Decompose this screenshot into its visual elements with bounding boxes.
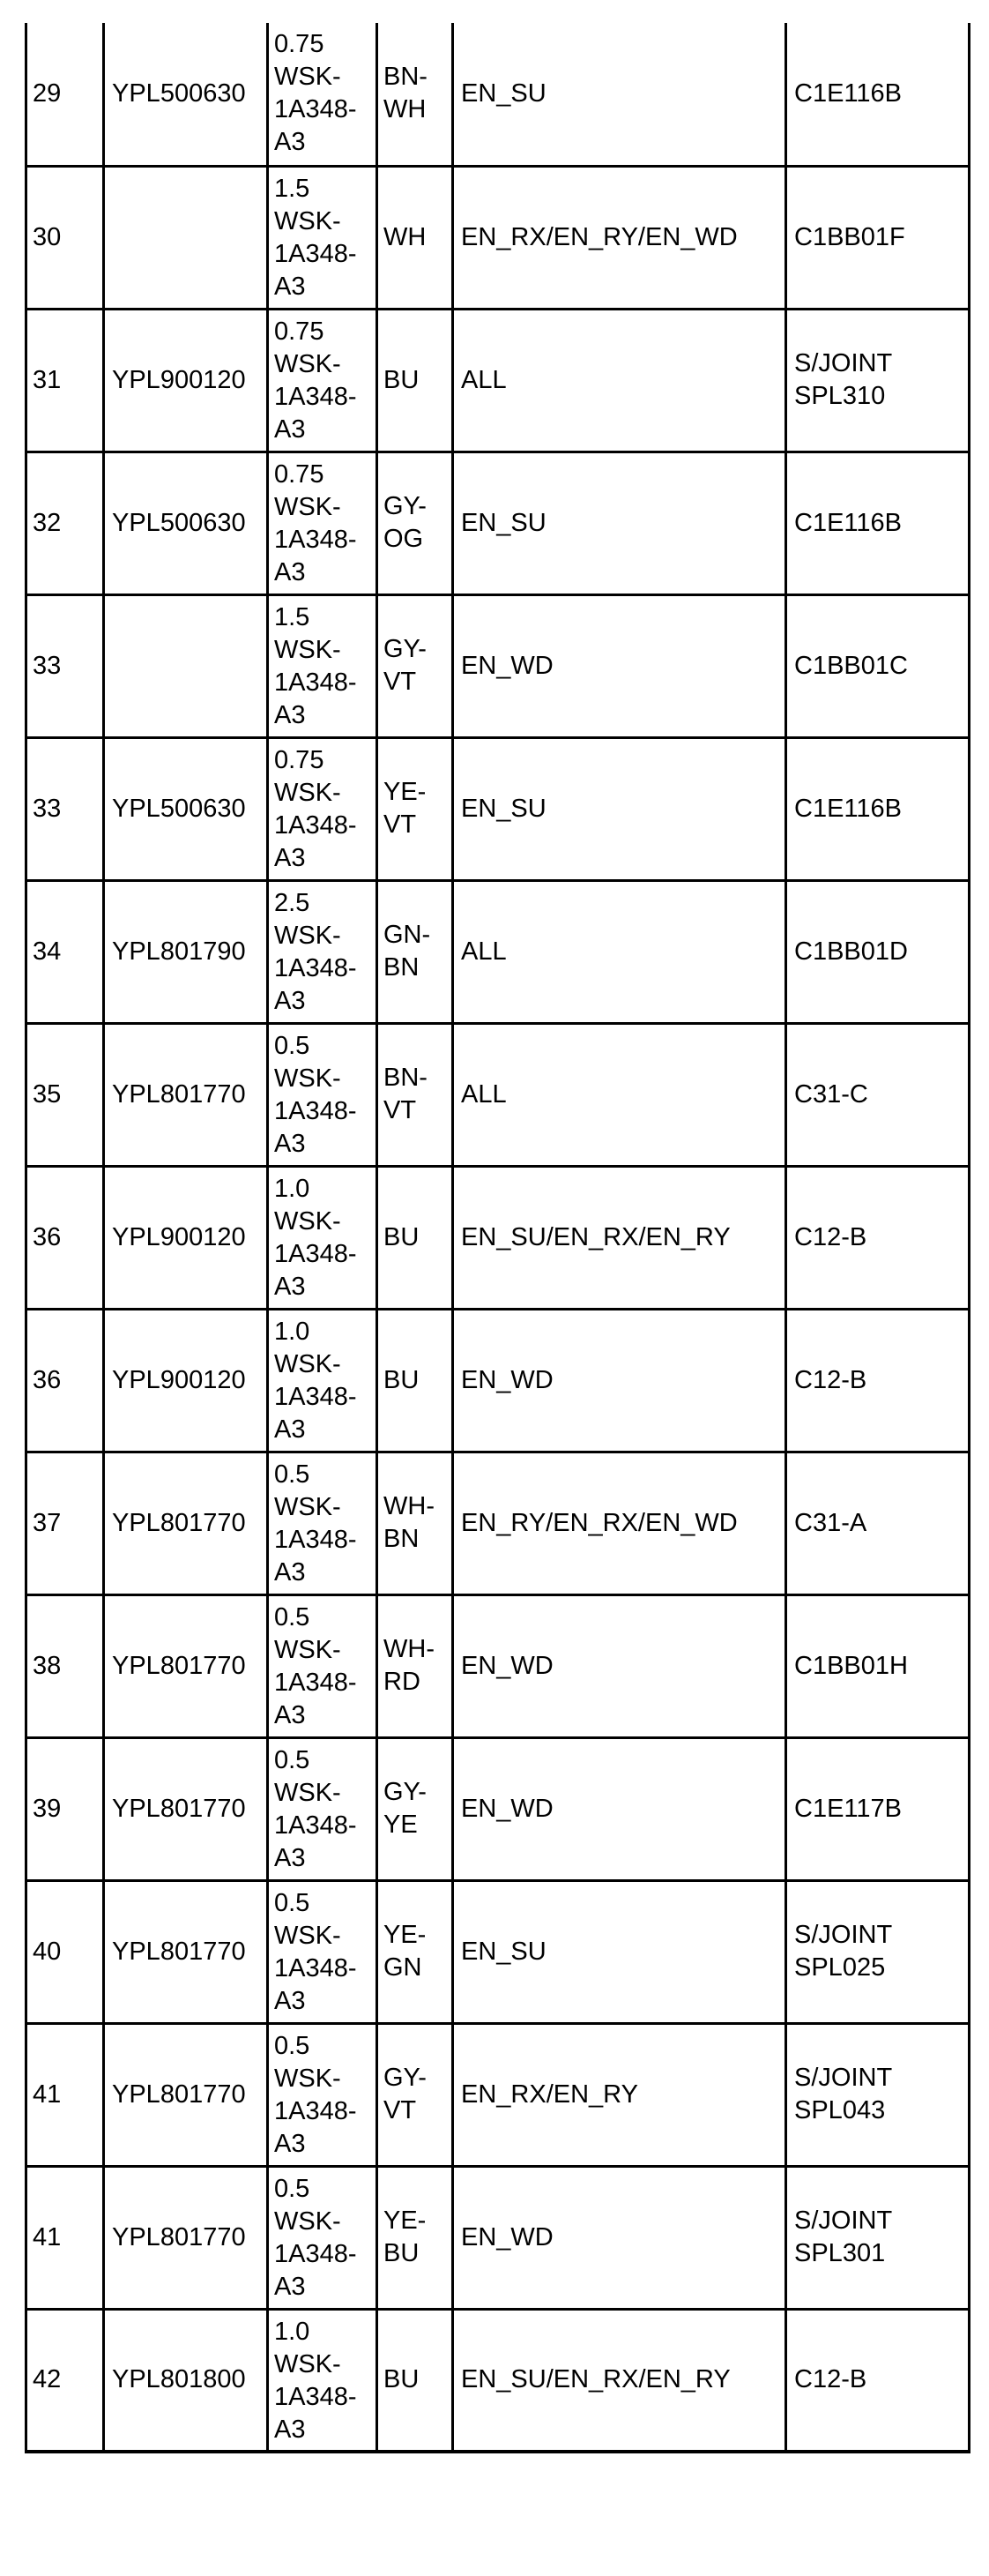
destination-cell: C12-B	[786, 2309, 970, 2452]
wire-table	[25, 23, 970, 2453]
wire-size-cell: 0.5 WSK- 1A348- A3	[268, 1737, 377, 1880]
table-row	[26, 880, 970, 1023]
table-row	[26, 1023, 970, 1166]
wire-color-cell: BU	[377, 309, 453, 452]
wire-size-cell: 0.5 WSK- 1A348- A3	[268, 2023, 377, 2166]
item-number-cell: 30	[26, 166, 104, 309]
destination-cell: C31-C	[786, 1023, 970, 1166]
wire-color-cell: BU	[377, 1309, 453, 1452]
part-number-cell	[104, 594, 268, 737]
wire-size-cell: 0.5 WSK- 1A348- A3	[268, 2166, 377, 2309]
option-code-cell: EN_RX/EN_RY/EN_WD	[453, 166, 786, 309]
item-number-cell: 33	[26, 737, 104, 880]
part-number-cell: YPL500630	[104, 452, 268, 594]
wire-size-cell: 1.0 WSK- 1A348- A3	[268, 1309, 377, 1452]
item-number-cell: 42	[26, 2309, 104, 2452]
item-number-cell: 34	[26, 880, 104, 1023]
part-number-cell: YPL900120	[104, 309, 268, 452]
item-number-cell: 37	[26, 1452, 104, 1594]
option-code-cell: EN_SU	[453, 1880, 786, 2023]
wire-color-cell: YE- VT	[377, 737, 453, 880]
destination-cell: C1BB01H	[786, 1594, 970, 1737]
option-code-cell: EN_SU/EN_RX/EN_RY	[453, 2309, 786, 2452]
item-number-cell: 41	[26, 2166, 104, 2309]
table-row	[26, 1594, 970, 1737]
option-code-cell: ALL	[453, 1023, 786, 1166]
wire-size-cell: 0.75 WSK- 1A348- A3	[268, 452, 377, 594]
item-number-cell: 38	[26, 1594, 104, 1737]
wire-size-cell: 0.75 WSK- 1A348- A3	[268, 23, 377, 166]
item-number-cell: 36	[26, 1309, 104, 1452]
part-number-cell: YPL801800	[104, 2309, 268, 2452]
destination-cell: S/JOINT SPL043	[786, 2023, 970, 2166]
wire-color-cell: YE- GN	[377, 1880, 453, 2023]
option-code-cell: EN_WD	[453, 2166, 786, 2309]
table-row	[26, 1309, 970, 1452]
destination-cell: C1BB01F	[786, 166, 970, 309]
wire-color-cell: GN- BN	[377, 880, 453, 1023]
destination-cell: C12-B	[786, 1309, 970, 1452]
wire-size-cell: 1.0 WSK- 1A348- A3	[268, 2309, 377, 2452]
table-row	[26, 1737, 970, 1880]
option-code-cell: EN_SU	[453, 23, 786, 166]
item-number-cell: 32	[26, 452, 104, 594]
table-row	[26, 1880, 970, 2023]
table-row	[26, 2023, 970, 2166]
table-row	[26, 2309, 970, 2452]
part-number-cell: YPL500630	[104, 23, 268, 166]
option-code-cell: EN_WD	[453, 594, 786, 737]
destination-cell: C1E116B	[786, 737, 970, 880]
wire-size-cell: 2.5 WSK- 1A348- A3	[268, 880, 377, 1023]
table-row	[26, 452, 970, 594]
destination-cell: C1E116B	[786, 452, 970, 594]
part-number-cell: YPL801770	[104, 1594, 268, 1737]
wire-color-cell: WH- BN	[377, 1452, 453, 1594]
wire-color-cell: WH	[377, 166, 453, 309]
wire-size-cell: 0.5 WSK- 1A348- A3	[268, 1594, 377, 1737]
item-number-cell: 31	[26, 309, 104, 452]
part-number-cell: YPL900120	[104, 1309, 268, 1452]
wire-size-cell: 1.5 WSK- 1A348- A3	[268, 594, 377, 737]
wire-color-cell: BU	[377, 2309, 453, 2452]
table-row	[26, 2166, 970, 2309]
part-number-cell: YPL801770	[104, 2166, 268, 2309]
item-number-cell: 40	[26, 1880, 104, 2023]
wire-color-cell: BN- WH	[377, 23, 453, 166]
wire-table-body	[26, 23, 970, 2452]
destination-cell: S/JOINT SPL025	[786, 1880, 970, 2023]
option-code-cell: EN_RX/EN_RY	[453, 2023, 786, 2166]
wire-color-cell: GY- VT	[377, 594, 453, 737]
wire-size-cell: 0.5 WSK- 1A348- A3	[268, 1880, 377, 2023]
part-number-cell	[104, 166, 268, 309]
part-number-cell: YPL801770	[104, 1452, 268, 1594]
wire-color-cell: WH- RD	[377, 1594, 453, 1737]
item-number-cell: 33	[26, 594, 104, 737]
table-row	[26, 23, 970, 166]
item-number-cell: 35	[26, 1023, 104, 1166]
part-number-cell: YPL801770	[104, 1737, 268, 1880]
table-row	[26, 166, 970, 309]
option-code-cell: EN_WD	[453, 1309, 786, 1452]
part-number-cell: YPL500630	[104, 737, 268, 880]
destination-cell: C12-B	[786, 1166, 970, 1309]
option-code-cell: EN_WD	[453, 1594, 786, 1737]
part-number-cell: YPL801770	[104, 2023, 268, 2166]
wire-color-cell: GY- YE	[377, 1737, 453, 1880]
item-number-cell: 39	[26, 1737, 104, 1880]
option-code-cell: ALL	[453, 880, 786, 1023]
destination-cell: C1E117B	[786, 1737, 970, 1880]
option-code-cell: EN_WD	[453, 1737, 786, 1880]
part-number-cell: YPL801770	[104, 1023, 268, 1166]
destination-cell: S/JOINT SPL310	[786, 309, 970, 452]
item-number-cell: 41	[26, 2023, 104, 2166]
wire-color-cell: BU	[377, 1166, 453, 1309]
option-code-cell: EN_RY/EN_RX/EN_WD	[453, 1452, 786, 1594]
destination-cell: C1BB01C	[786, 594, 970, 737]
table-row	[26, 594, 970, 737]
part-number-cell: YPL801770	[104, 1880, 268, 2023]
destination-cell: C31-A	[786, 1452, 970, 1594]
wire-size-cell: 0.5 WSK- 1A348- A3	[268, 1452, 377, 1594]
wire-size-cell: 0.5 WSK- 1A348- A3	[268, 1023, 377, 1166]
table-row	[26, 1166, 970, 1309]
destination-cell: C1BB01D	[786, 880, 970, 1023]
table-row	[26, 1452, 970, 1594]
wire-color-cell: YE- BU	[377, 2166, 453, 2309]
option-code-cell: ALL	[453, 309, 786, 452]
destination-cell: C1E116B	[786, 23, 970, 166]
part-number-cell: YPL900120	[104, 1166, 268, 1309]
option-code-cell: EN_SU	[453, 452, 786, 594]
item-number-cell: 29	[26, 23, 104, 166]
part-number-cell: YPL801790	[104, 880, 268, 1023]
wire-size-cell: 1.5 WSK- 1A348- A3	[268, 166, 377, 309]
option-code-cell: EN_SU	[453, 737, 786, 880]
wire-color-cell: GY- OG	[377, 452, 453, 594]
option-code-cell: EN_SU/EN_RX/EN_RY	[453, 1166, 786, 1309]
wire-color-cell: GY- VT	[377, 2023, 453, 2166]
table-row	[26, 309, 970, 452]
destination-cell: S/JOINT SPL301	[786, 2166, 970, 2309]
wire-size-cell: 0.75 WSK- 1A348- A3	[268, 737, 377, 880]
wire-size-cell: 0.75 WSK- 1A348- A3	[268, 309, 377, 452]
item-number-cell: 36	[26, 1166, 104, 1309]
table-row	[26, 737, 970, 880]
wire-size-cell: 1.0 WSK- 1A348- A3	[268, 1166, 377, 1309]
wire-color-cell: BN- VT	[377, 1023, 453, 1166]
